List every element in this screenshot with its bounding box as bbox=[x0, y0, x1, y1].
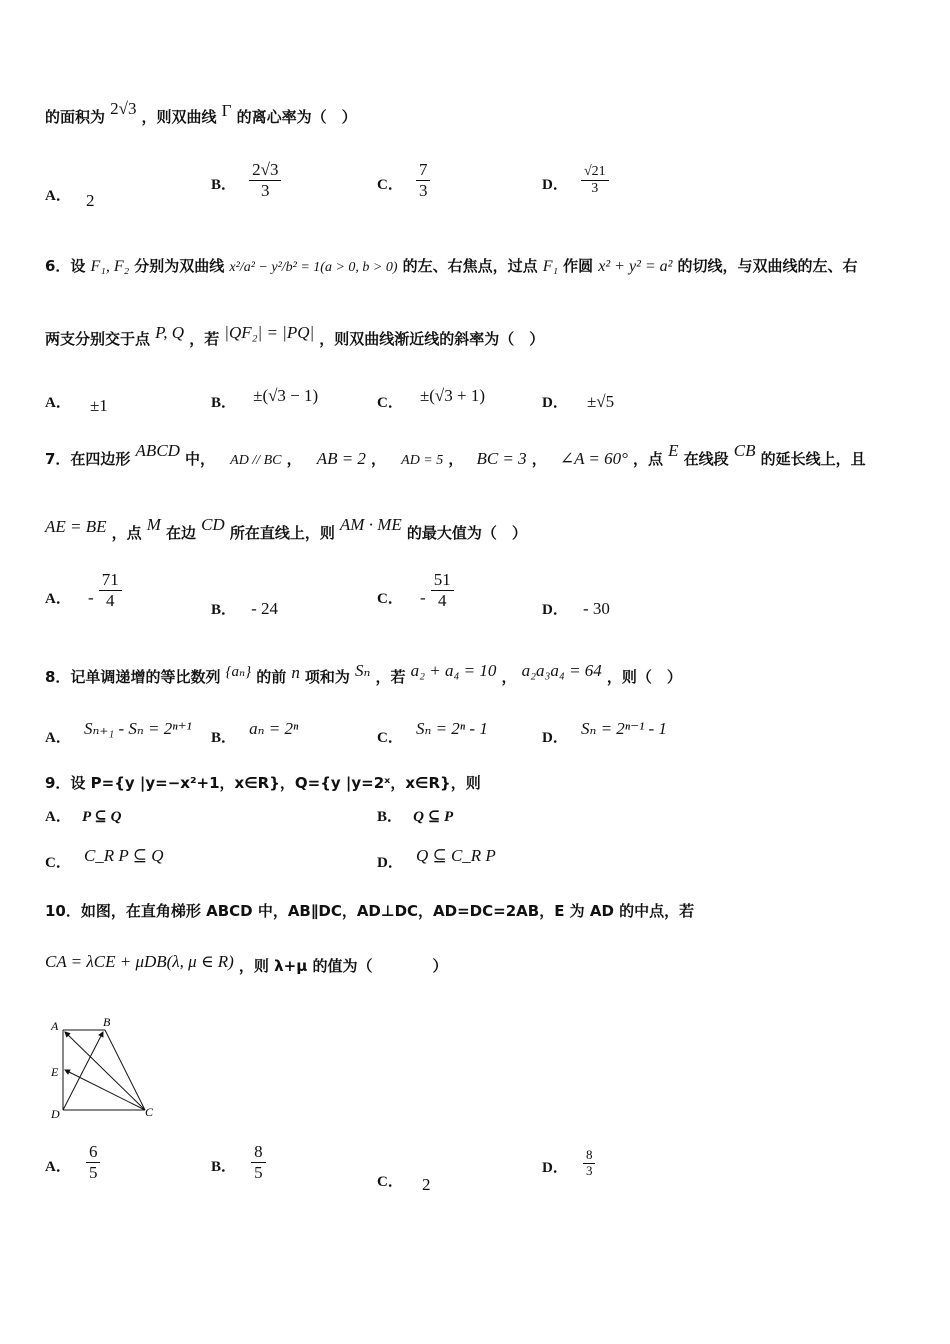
q6-option-b[interactable]: B． ±(√3 − 1) bbox=[211, 386, 319, 411]
q5-option-d[interactable]: D． $\frac{√21}{3}$ bbox=[542, 164, 609, 197]
q8-options bbox=[45, 718, 925, 748]
q10-options bbox=[45, 1142, 925, 1198]
q5-gamma: Γ bbox=[221, 101, 232, 120]
q9-option-a[interactable]: A． P ⊆ Q bbox=[45, 809, 122, 825]
q6-line2: 两支分别交于点 P, Q ，若 |QF₂| = |PQ| ，则双曲线渐近线的斜率为（ ） bbox=[45, 323, 545, 348]
q6-option-a[interactable]: A． ±1 bbox=[45, 395, 108, 415]
q10-option-a[interactable]: A． $\frac{6}{5}$ bbox=[45, 1142, 100, 1182]
q9-stem: 9．设 P={y |y=−x²+1，x∈R}，Q={y |y=2ˣ，x∈R}，则 bbox=[45, 774, 481, 792]
vector-db bbox=[63, 1032, 103, 1110]
q10-option-d[interactable]: D． $\frac{8}{3}$ bbox=[542, 1148, 595, 1179]
q8-option-b[interactable]: B． aₙ = 2ⁿ bbox=[211, 719, 299, 746]
label-a: A bbox=[51, 1019, 59, 1033]
q5-stem-suffix: ，则双曲线 bbox=[141, 108, 217, 126]
q8-line1: 8．记单调递增的等比数列 {aₙ} 的前 n 项和为 Sₙ ，若 a₂ + a₄ = 10 ， a₂a₃a₄ = 64 ，则（ ） bbox=[45, 661, 682, 686]
q6-option-c[interactable]: C． ±(√3 + 1) bbox=[377, 386, 486, 411]
q9-options bbox=[45, 805, 925, 875]
q5-stem bbox=[45, 99, 357, 127]
q5-stem-prefix: 的面积为 bbox=[45, 108, 106, 126]
q5-stem-end: 的离心率为（ ） bbox=[236, 108, 357, 126]
q6-option-d[interactable]: D． ±√5 bbox=[542, 392, 615, 411]
q6-line1: 6．设 F₁, F₂ 分别为双曲线 x²/a² − y²/b² = 1(a > 0, b > 0) 的左、右焦点，过点 F₁ 作圆 x² + y² = a² 的切线，与双曲线的左、右 bbox=[45, 257, 858, 275]
vector-ca bbox=[65, 1032, 145, 1110]
q6-options bbox=[45, 385, 925, 419]
q7-option-b[interactable]: B． - 24 bbox=[211, 599, 279, 618]
label-b: B bbox=[103, 1015, 111, 1029]
label-e: E bbox=[51, 1065, 59, 1079]
q7-option-d[interactable]: D． - 30 bbox=[542, 599, 610, 618]
q10-option-c[interactable]: C． 2 bbox=[377, 1174, 431, 1194]
trapezoid-diagram bbox=[45, 1012, 165, 1122]
q9-option-d[interactable]: D． Q ⊆ C_R P bbox=[377, 846, 496, 871]
q7-line1: 7．在四边形 ABCD 中， AD // BC ， AB = 2 ， AD = 5 ， BC = 3 ， ∠A = 60° ，点 E 在线段 CB 的延长线上，且 bbox=[45, 441, 866, 468]
q10-option-b[interactable]: B． $\frac{8}{5}$ bbox=[211, 1142, 266, 1182]
q10-line1: 10．如图，在直角梯形 ABCD 中，AB∥DC，AD⊥DC，AD=DC=2AB，E 为 AD 的中点，若 bbox=[45, 902, 695, 920]
q9-option-c[interactable]: C． C_R P ⊆ Q bbox=[45, 846, 164, 871]
q5-option-b[interactable]: B． $\frac{2√3}{3}$ bbox=[211, 160, 281, 200]
q7-options bbox=[45, 570, 925, 620]
q5-option-c[interactable]: C． $\frac{7}{3}$ bbox=[377, 160, 430, 200]
q8-option-c[interactable]: C． Sₙ = 2ⁿ - 1 bbox=[377, 719, 488, 746]
q5-area: 2√3 bbox=[110, 99, 137, 118]
q7-line2: AE = BE ，点 M 在边 CD 所在直线上，则 AM · ME 的最大值为（ ） bbox=[45, 515, 527, 542]
q8-option-a[interactable]: A． Sₙ₊₁ - Sₙ = 2ⁿ⁺¹ bbox=[45, 719, 192, 746]
q8-option-d[interactable]: D． Sₙ = 2ⁿ⁻¹ - 1 bbox=[542, 719, 667, 746]
vector-ce bbox=[65, 1070, 145, 1110]
q7-option-a[interactable]: A． - $\frac{71}{4}$ bbox=[45, 570, 122, 610]
label-c: C bbox=[145, 1105, 154, 1119]
trapezoid-figure bbox=[45, 1012, 165, 1126]
label-d: D bbox=[51, 1107, 60, 1121]
q5-option-a[interactable]: A． 2 bbox=[45, 188, 95, 210]
q7-option-c[interactable]: C． - $\frac{51}{4}$ bbox=[377, 570, 454, 610]
q9-option-b[interactable]: B． Q ⊆ P bbox=[377, 809, 454, 825]
segment-bc bbox=[105, 1030, 145, 1110]
q5-options bbox=[45, 160, 925, 216]
q10-line2: CA = λCE + μDB(λ, μ ∈ R) ，则 λ+μ 的值为（ ） bbox=[45, 952, 448, 975]
